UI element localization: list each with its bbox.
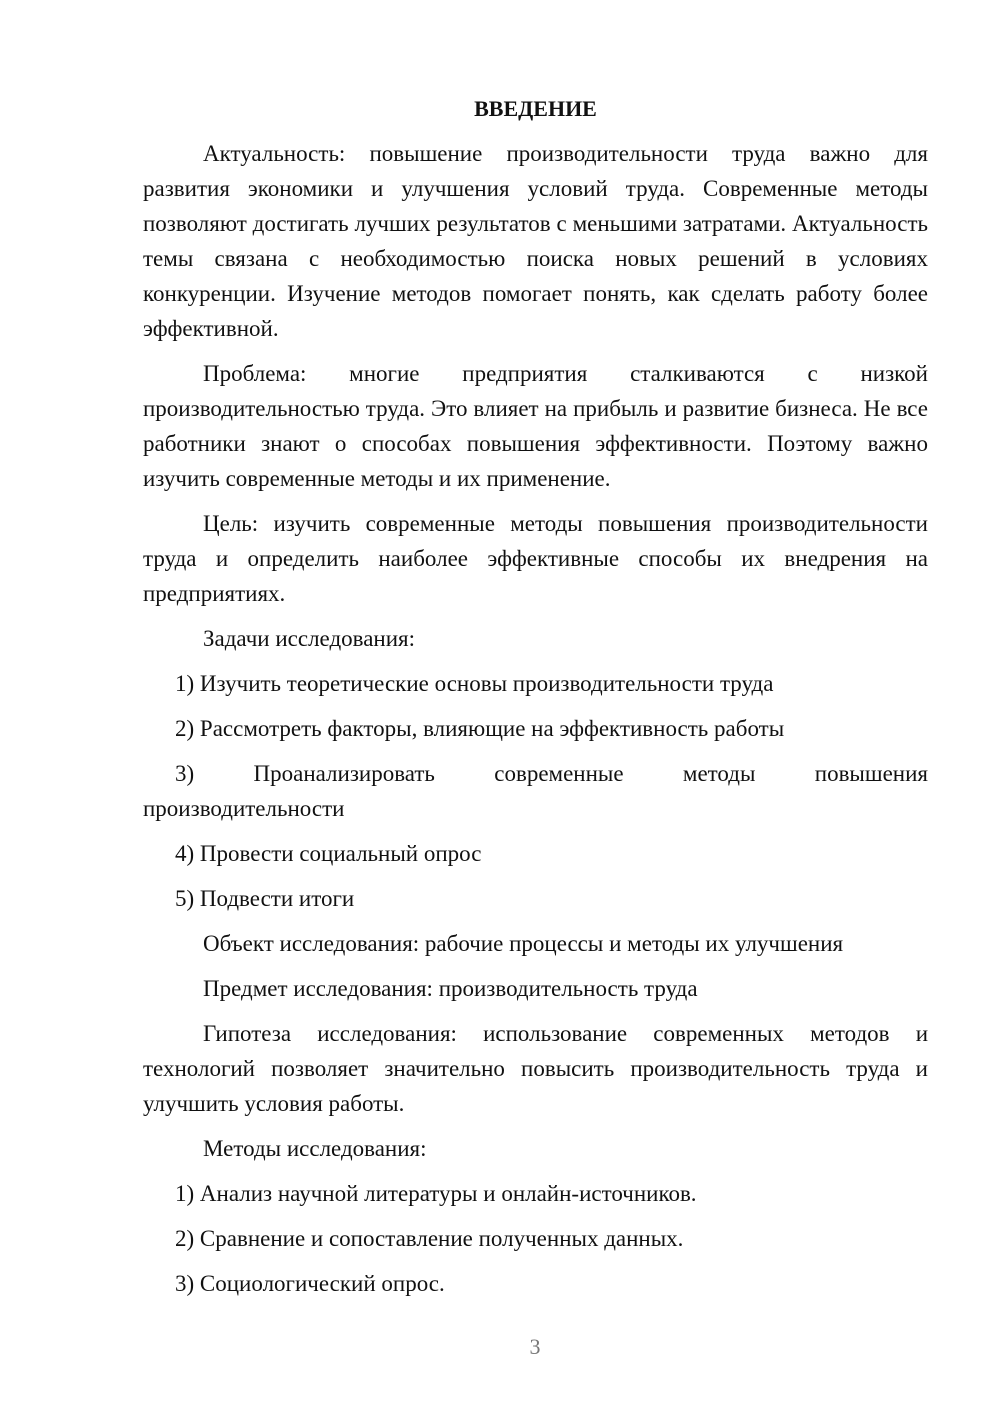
document-page <box>143 92 928 1311</box>
page-number: 3 <box>529 1334 541 1359</box>
task-item-text: 3) Проанализировать современные методы повышения <box>175 761 928 786</box>
relevance-paragraph: Актуальность: повышение производительности труда важно для развития экономики и улучшения условий труда. Современные методы позволяют достигать лучших результатов с меньшими затратами. Актуальность темы связана с необходимостью поиска новых решений в условиях конкуренции. Изучение методов помогает понять, как сделать работу более эффективной. <box>143 141 928 341</box>
methods-heading: Методы исследования: <box>203 1136 427 1161</box>
method-item: 2) Сравнение и сопоставление полученных данных. <box>175 1226 684 1251</box>
tasks-heading: Задачи исследования: <box>203 626 416 651</box>
task-item: 1) Изучить теоретические основы производительности труда <box>175 671 774 696</box>
task-item: 4) Провести социальный опрос <box>175 841 482 866</box>
method-item: 1) Анализ научной литературы и онлайн-источников. <box>175 1181 697 1206</box>
problem-paragraph: Проблема: многие предприятия сталкиваются с низкой производительностью труда. Это влияет на прибыль и развитие бизнеса. Не все работники знают о способах повышения эффективности. Поэтому важно изучить современные методы и их применение. <box>143 361 928 491</box>
task-item: 2) Рассмотреть факторы, влияющие на эффективность работы <box>175 716 785 741</box>
page-title: ВВЕДЕНИЕ <box>474 96 597 121</box>
task-item-continuation: производительности <box>143 796 345 821</box>
hypothesis-paragraph: Гипотеза исследования: использование современных методов и технологий позволяет значительно повысить производительность труда и улучшить условия работы. <box>143 1021 928 1116</box>
goal-paragraph: Цель: изучить современные методы повышения производительности труда и определить наиболее эффективные способы их внедрения на предприятиях. <box>143 511 928 606</box>
object-line: Объект исследования: рабочие процессы и методы их улучшения <box>203 931 844 956</box>
method-item: 3) Социологический опрос. <box>175 1271 445 1296</box>
task-item <box>143 756 928 826</box>
task-item: 5) Подвести итоги <box>175 886 355 911</box>
subject-line: Предмет исследования: производительность труда <box>203 976 698 1001</box>
